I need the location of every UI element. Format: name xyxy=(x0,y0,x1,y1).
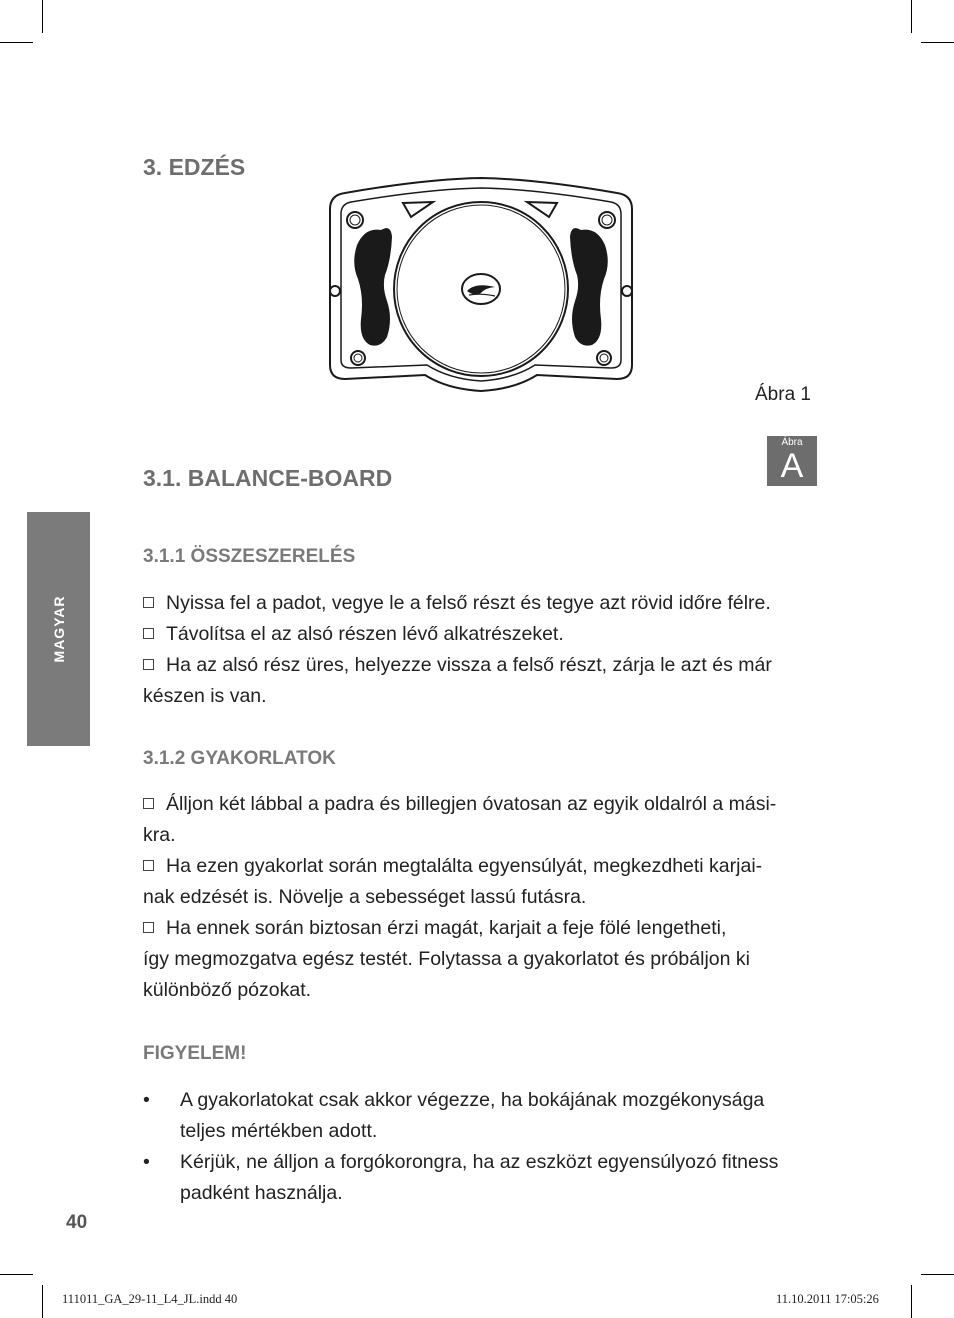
crop-mark xyxy=(0,42,33,43)
checkbox-square-icon xyxy=(143,860,154,871)
language-side-tab xyxy=(27,512,90,746)
figure-badge-label: Ábra xyxy=(781,437,803,448)
exercises-heading: 3.1.2 GYAKORLATOK xyxy=(143,748,336,769)
warning-bullet-2: • Kérjük, ne álljon a forgókorongra, ha az eszközt egyensúlyozó fitness padként használja. xyxy=(143,1147,823,1209)
figure-badge xyxy=(767,436,817,486)
page-number: 40 xyxy=(66,1212,88,1233)
balance-board-illustration xyxy=(325,175,637,397)
exercise-3: Ha ennek során biztosan érzi magát, karjait a feje fölé lengetheti, így megmozgatva egész testét. Folytassa a gyakorlatot és próbáljon ki különböző pózokat. xyxy=(143,917,750,1001)
warning-bullet-1: • A gyakorlatokat csak akkor végezze, ha bokájának mozgékonysága teljes mértékben adott. xyxy=(143,1085,823,1147)
crop-mark xyxy=(921,42,954,43)
figure-badge-letter: A xyxy=(780,447,804,485)
exercise-1: Álljon két lábbal a padra és billegjen óvatosan az egyik oldalról a mási- kra. xyxy=(143,793,777,846)
language-label: MAGYAR xyxy=(50,595,67,663)
subsection-title: 3.1. BALANCE-BOARD xyxy=(143,465,393,491)
assembly-step-3: Ha az alsó rész üres, helyezze vissza a felső részt, zárja le azt és már készen is van. xyxy=(143,654,772,707)
footer-file-slug: 111011_GA_29-11_L4_JL.indd 40 xyxy=(62,1292,238,1306)
bullet-icon: • xyxy=(143,1151,150,1173)
crop-mark xyxy=(42,1285,43,1318)
exercise-2: Ha ezen gyakorlat során megtalálta egyensúlyát, megkezdheti karjai- nak edzését is. Növelje a sebességet lassú futásra. xyxy=(143,855,763,908)
crop-mark xyxy=(921,1274,954,1275)
bullet-icon: • xyxy=(143,1089,150,1111)
crop-mark xyxy=(911,1285,912,1318)
crop-mark xyxy=(0,1274,33,1275)
assembly-heading: 3.1.1 ÖSSZESZERELÉS xyxy=(143,546,356,567)
crop-mark xyxy=(42,0,43,33)
footer-timestamp: 11.10.2011 17:05:26 xyxy=(776,1292,879,1306)
checkbox-square-icon xyxy=(143,628,154,639)
assembly-step-2: Távolítsa el az alsó részen lévő alkatrészeket. xyxy=(143,619,823,650)
assembly-step-1: Nyissa fel a padot, vegye le a felső részt és tegye azt rövid időre félre. xyxy=(143,588,823,619)
crop-mark xyxy=(911,0,912,33)
warning-heading: FIGYELEM! xyxy=(143,1043,247,1064)
checkbox-square-icon xyxy=(143,798,154,809)
checkbox-square-icon xyxy=(143,597,154,608)
checkbox-square-icon xyxy=(143,922,154,933)
checkbox-square-icon xyxy=(143,659,154,670)
figure-caption: Ábra 1 xyxy=(755,384,811,405)
section-title: 3. EDZÉS xyxy=(143,154,246,180)
